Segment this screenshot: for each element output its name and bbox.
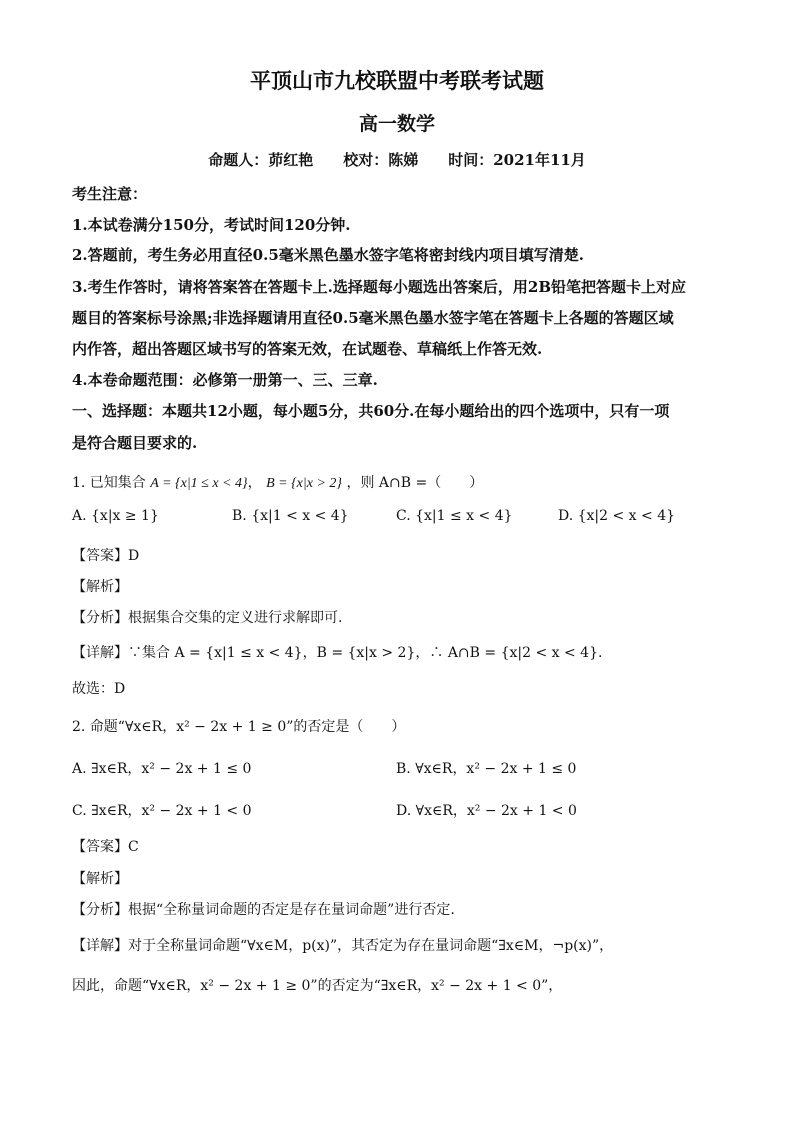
q2-analysis: 【分析】根据“全称量词命题的否定是存在量词命题”进行否定.: [72, 902, 455, 918]
page-title: 平顶山市九校联盟中考联考试题: [250, 68, 544, 93]
notice-heading: 考生注意：: [72, 185, 148, 203]
q2-option-b: B. ∀x∈R，x² − 2x + 1 ≤ 0: [396, 761, 577, 777]
q1-set-a: A = {x|1 ≤ x < 4}: [150, 476, 248, 491]
q1-answer: 【答案】D: [72, 548, 140, 564]
page-subtitle: 高一数学: [358, 113, 435, 135]
q1-option-b: B. {x|1 < x < 4}: [232, 508, 349, 524]
q1-set-b: B = {x|x > 2}: [266, 476, 342, 491]
q1-option-d: D. {x|2 < x < 4}: [558, 508, 676, 524]
q1-analysis: 【分析】根据集合交集的定义进行求解即可.: [72, 610, 343, 626]
notice-item-3-line-1: 3.考生作答时，请将答案答在答题卡上.选择题每小题选出答案后，用2B铅笔把答题卡上对应: [72, 278, 687, 296]
notice-item-2: 2.答题前，考生务必用直径0.5毫米黑色墨水签字笔将密封线内项目填写清楚.: [72, 246, 584, 264]
q1-stem-suffix: ，则 A∩B =（ ）: [346, 475, 484, 491]
q2-conclusion: 因此，命题“∀x∈R，x² − 2x + 1 ≥ 0”的否定为“∃x∈R，x² − 2x + 1 < 0”，: [72, 978, 563, 994]
q1-detail: 【详解】∵集合 A = {x|1 ≤ x < 4}，B = {x|x > 2}，∴ A∩B = {x|2 < x < 4}.: [72, 645, 603, 661]
q2-detail: 【详解】对于全称量词命题“∀x∈M，p(x)”，其否定为存在量词命题“∃x∈M，¬p(x)”，: [72, 938, 614, 954]
notice-item-4: 4.本卷命题范围：必修第一册第一、三、三章.: [72, 371, 378, 389]
q1-option-a: A. {x|x ≥ 1}: [72, 508, 159, 524]
q1-option-c: C. {x|1 ≤ x < 4}: [396, 508, 513, 524]
section-heading-line-2: 是符合题目要求的.: [72, 434, 198, 452]
notice-item-3-line-2: 题目的答案标号涂黑;非选择题请用直径0.5毫米黑色墨水签字笔在答题卡上各题的答题区域: [72, 309, 674, 327]
notice-item-3-line-3: 内作答，超出答题区域书写的答案无效，在试题卷、草稿纸上作答无效.: [72, 340, 543, 358]
q2-option-d: D. ∀x∈R，x² − 2x + 1 < 0: [396, 803, 577, 819]
q2-answer: 【答案】C: [72, 839, 139, 855]
exam-meta: 命题人：茆红艳 校对：陈娣 时间：2021年11月: [208, 151, 586, 169]
notice-item-1: 1.本试卷满分150分，考试时间120分钟.: [72, 216, 351, 234]
q1-conclusion: 故选：D: [72, 681, 126, 697]
q2-stem: 2. 命题“∀x∈R，x² − 2x + 1 ≥ 0”的否定是（ ）: [72, 719, 406, 735]
q2-option-a: A. ∃x∈R，x² − 2x + 1 ≤ 0: [72, 761, 252, 777]
section-heading-line-1: 一、选择题：本题共12小题，每小题5分，共60分.在每小题给出的四个选项中，只有一项: [72, 402, 670, 420]
q1-analysis-heading: 【解析】: [72, 579, 128, 595]
q1-stem: 1. 已知集合 A = {x|1 ≤ x < 4}， B = {x|x > 2} ，则 A∩B =（ ）: [72, 475, 484, 491]
q2-option-c: C. ∃x∈R，x² − 2x + 1 < 0: [72, 803, 252, 819]
q2-analysis-heading: 【解析】: [72, 871, 128, 887]
q1-stem-prefix: 1. 已知集合: [72, 475, 146, 491]
